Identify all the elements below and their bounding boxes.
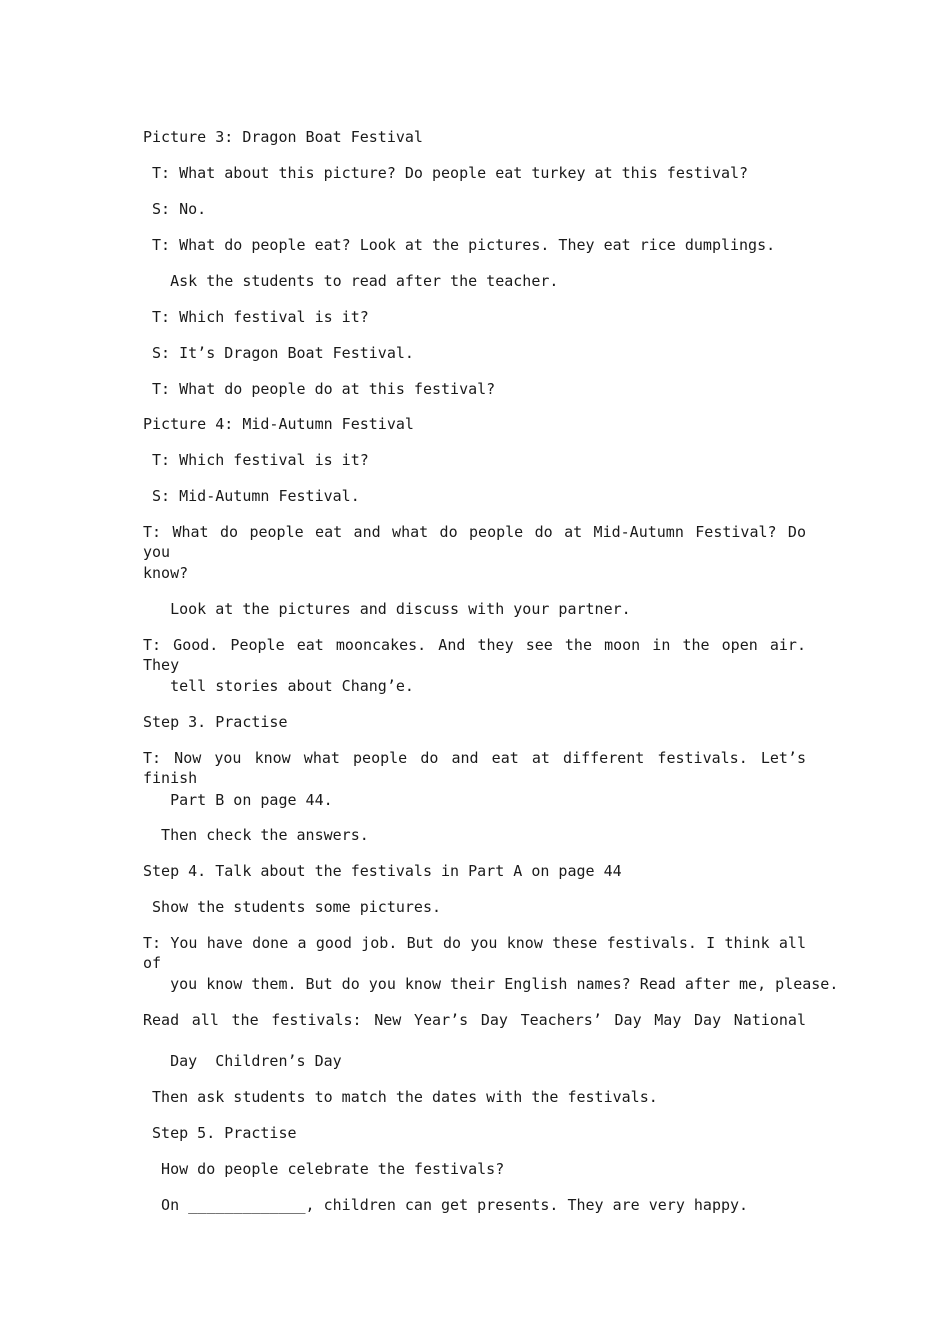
instruction-line-continued: Day Children’s Day [143,1052,342,1070]
dialogue-line: S: Mid-Autumn Festival. [143,487,360,505]
instruction-line: Show the students some pictures. [143,898,442,916]
dialogue-line-continued: tell stories about Chang’e. [143,677,414,695]
heading-step-3: Step 3. Practise [143,713,288,731]
dialogue-line: T: You have done a good job. But do you know these festivals. I think all of [143,934,806,972]
instruction-line: Then ask students to match the dates with the festivals. [143,1088,658,1106]
instruction-line: Read all the festivals: New Year’s Day Teachers’ Day May Day National [143,1011,806,1029]
dialogue-line: T: What do people eat? Look at the pictures. They eat rice dumplings. [143,236,776,254]
instruction-line: Then check the answers. [143,826,369,844]
dialogue-line: T: Which festival is it? [143,308,369,326]
heading-picture-4: Picture 4: Mid-Autumn Festival [143,415,414,433]
question-line: How do people celebrate the festivals? [143,1160,505,1178]
dialogue-line: S: It’s Dragon Boat Festival. [143,344,414,362]
dialogue-line: T: Good. People eat mooncakes. And they see the moon in the open air. They [143,636,806,674]
dialogue-line-continued: Part B on page 44. [143,791,333,809]
heading-step-5: Step 5. Practise [143,1124,297,1142]
heading-step-4: Step 4. Talk about the festivals in Part A on page 44 [143,862,622,880]
heading-picture-3: Picture 3: Dragon Boat Festival [143,128,423,146]
dialogue-line: T: What do people eat and what do people do at Mid-Autumn Festival? Do you [143,523,806,561]
fill-in-blank-line: On _____________, children can get presents. They are very happy. [143,1196,749,1214]
dialogue-line: T: Now you know what people do and eat at different festivals. Let’s finish [143,749,806,787]
dialogue-line: T: What about this picture? Do people eat turkey at this festival? [143,164,749,182]
instruction-line: Ask the students to read after the teacher. [143,272,559,290]
dialogue-line: S: No. [143,200,207,218]
dialogue-line: T: What do people do at this festival? [143,380,496,398]
dialogue-line-continued: you know them. But do you know their English names? Read after me, please. [143,975,839,993]
dialogue-line-continued: know? [143,564,189,582]
instruction-line: Look at the pictures and discuss with your partner. [143,600,631,618]
dialogue-line: T: Which festival is it? [143,451,369,469]
